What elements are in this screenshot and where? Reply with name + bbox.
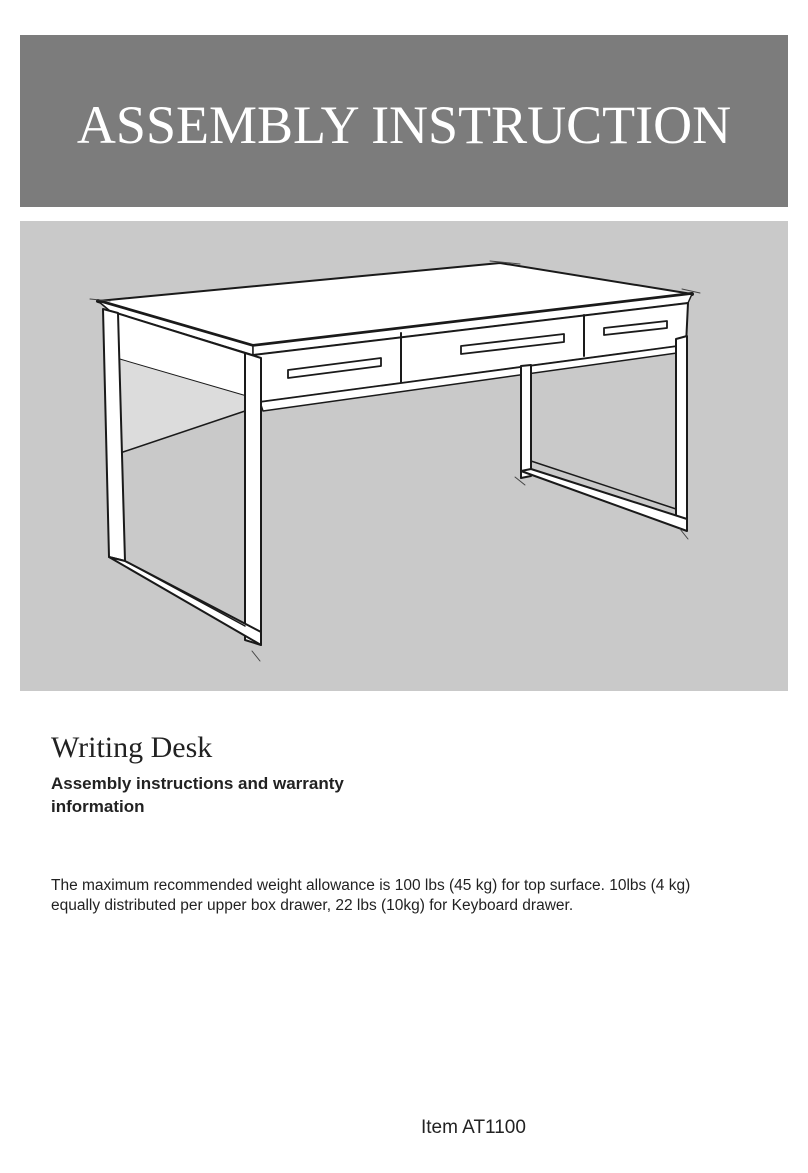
desk-drawing xyxy=(20,221,788,691)
title-banner xyxy=(20,35,788,207)
document-title: ASSEMBLY INSTRUCTION xyxy=(76,95,732,155)
product-name: Writing Desk xyxy=(51,731,213,764)
product-subtitle: Assembly instructions and warranty information xyxy=(51,774,344,816)
item-number: Item AT1100 xyxy=(421,1117,526,1138)
weight-allowance-note: The maximum recommended weight allowance is 100 lbs (45 kg) for top surface. 10lbs (4 kg) equally distributed per upper box drawer, 22 lbs (10kg) for Keyboard drawer. xyxy=(51,877,691,914)
desk-illustration xyxy=(20,221,788,691)
